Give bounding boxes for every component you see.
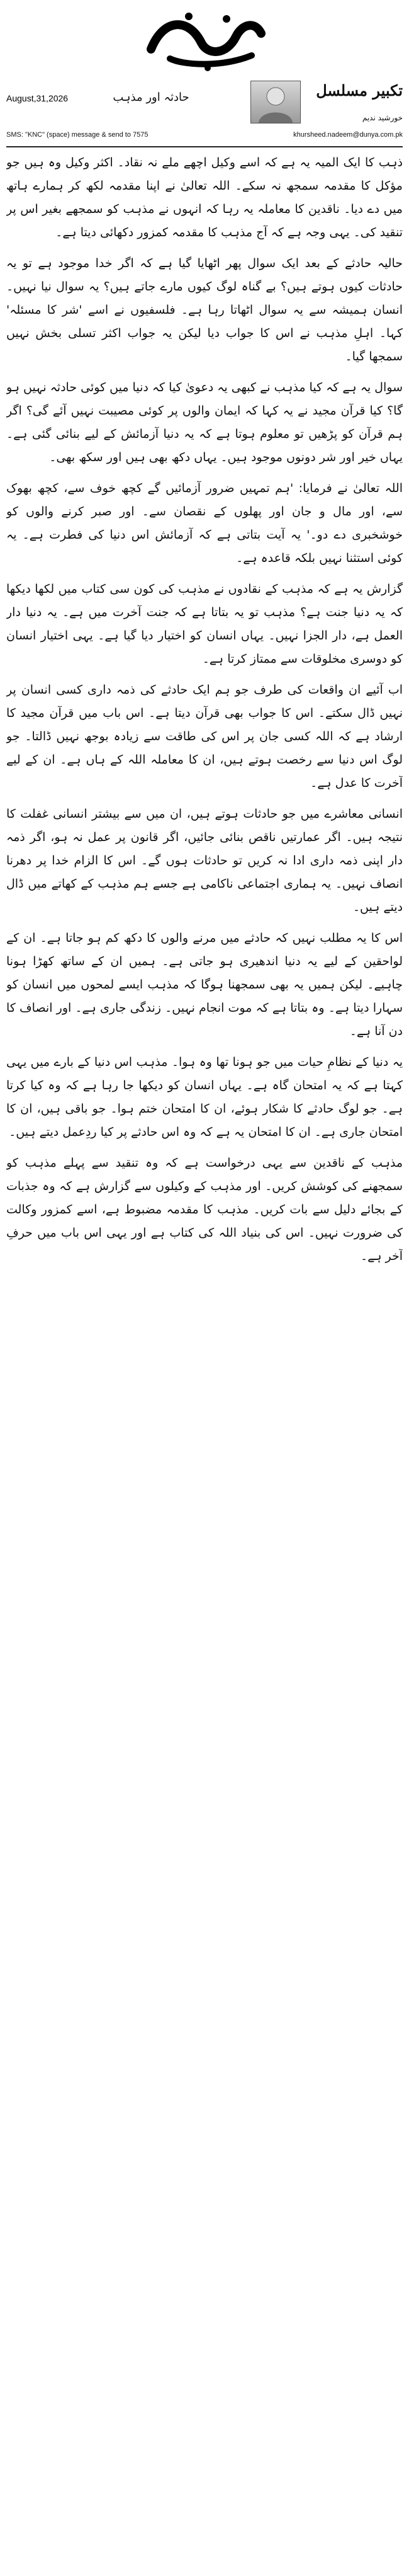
masthead (0, 0, 409, 126)
paragraph: مذہب کے ناقدین سے یہی درخواست ہے کہ وہ تنقید سے پہلے مذہب کو سمجھنے کی کوشش کریں۔ اور مذہب کے وکیلوں سے گزارش ہے کہ وہ جذبات کے بجائے دلیل سے بات کریں۔ مذہب کا مقدمہ مضبوط ہے، اسے کمزور وکالت کی ضرورت نہیں۔ اس کی بنیاد اللہ کی کتاب ہے اور یہی اس باب میں حرفِ آخر ہے۔ (6, 1156, 403, 1263)
paragraph: حالیہ حادثے کے بعد ایک سوال پھر اٹھایا گیا ہے کہ اگر خدا موجود ہے تو یہ حادثات کیوں ہوتے ہیں؟ بے گناہ لوگ کیوں مارے جاتے ہیں؟ یہ سوال نیا نہیں۔ انسان ہمیشہ سے یہ سوال اٹھاتا رہا ہے۔ فلسفیوں نے اسے 'شر کا مسئلہ' کہا۔ اہلِ مذہب نے اس کا جواب دیا لیکن یہ جواب اکثر تسلی بخش نہیں سمجھا گیا۔ (6, 256, 403, 364)
sms-line: SMS: "KNC" (space) message & send to 7575 (6, 131, 148, 139)
paragraph: گزارش یہ ہے کہ مذہب کے نقادوں نے مذہب کی کون سی کتاب میں لکھا دیکھا کہ یہ دنیا جنت ہے؟ مذہب تو یہ بتاتا ہے کہ جنت آخرت میں ہے۔ یہ دنیا دار العمل ہے، دار الجزا نہیں۔ یہاں انسان کو اختیار دیا گیا ہے۔ یہی اختیار انسان کو دوسری مخلوقات سے ممتاز کرتا ہے۔ (6, 582, 403, 666)
paragraph: اب آئیے ان واقعات کی طرف جو ہم ایک حادثے کی ذمہ داری کسی انسان پر نہیں ڈال سکتے۔ اس کا جواب بھی قرآن دیتا ہے۔ اس باب میں قرآن مجید کا ارشاد ہے کہ اللہ کسی جان پر اس کی طاقت سے زیادہ بوجھ نہیں ڈالتا۔ جو لوگ اس دنیا سے رخصت ہوتے ہیں، ان کا معاملہ اللہ کے ہاں ہے۔ ان کے لیے آخرت کا عدل ہے۔ (6, 683, 403, 790)
paragraph: اس کا یہ مطلب نہیں کہ حادثے میں مرنے والوں کا دکھ کم ہو جاتا ہے۔ ان کے لواحقین کے لیے یہ دنیا اندھیری ہو جاتی ہے۔ ہمیں ان کے ساتھ کھڑا ہونا چاہیے۔ لیکن ہمیں یہ بھی سمجھنا ہوگا کہ مذہب ایسے لمحوں میں انسان کو سہارا دیتا ہے۔ وہ بتاتا ہے کہ موت انجام نہیں۔ زندگی جاری ہے۔ اور انصاف کا دن آنا ہے۔ (6, 931, 403, 1038)
author-name: خورشید ندیم (362, 113, 403, 122)
divider (6, 146, 403, 147)
paragraph: اللہ تعالیٰ نے فرمایا: 'ہم تمہیں ضرور آزمائیں گے کچھ خوف سے، کچھ بھوک سے، اور مال و جان اور پھلوں کے نقصان سے۔ اور صبر کرنے والوں کو خوشخبری دے دو۔' یہ آیت بتاتی ہے کہ آزمائش اس دنیا کی فطرت ہے۔ یہ کوئی استثنا نہیں بلکہ قاعدہ ہے۔ (6, 481, 403, 565)
dunya-logo-mark (132, 5, 277, 74)
dunya-logo (132, 5, 277, 74)
column-title: حادثہ اور مذہب (113, 91, 189, 104)
author-email: khursheed.nadeem@dunya.com.pk (293, 131, 403, 139)
paragraph: سوال یہ ہے کہ کیا مذہب نے کبھی یہ دعویٰ کیا کہ دنیا میں کوئی حادثہ نہیں ہو گا؟ کیا قرآن مجید نے یہ کہا کہ ایمان والوں پر کوئی مصیبت نہیں آئے گی؟ اگر ہم قرآن کو پڑھیں تو معلوم ہوتا ہے کہ یہ دنیا آزمائش کے لیے بنائی گئی ہے۔ یہاں خیر اور شر دونوں موجود ہیں۔ یہاں دکھ بھی ہیں اور سکھ بھی۔ (6, 381, 403, 464)
publish-date: August,31,2026 (6, 93, 69, 103)
paragraph: ذہب کا ایک المیہ یہ ہے کہ اسے وکیل اچھے ملے نہ نقاد۔ اکثر وکیل وہ ہیں جو مؤکل کا مقدمہ سمجھ نہ سکے۔ اللہ تعالیٰ نے اپنا مقدمہ لکھ کر ہمارے ہاتھ میں دے دیا۔ ناقدین کا معاملہ یہ رہا کہ انہوں نے مذہب کو سمجھے بغیر اس پر تنقید کی۔ یہی وجہ ہے کہ آج مذہب کا مقدمہ کمزور دکھائی دیتا ہے۔ (6, 156, 403, 239)
paragraph: انسانی معاشرے میں جو حادثات ہوتے ہیں، ان میں سے بیشتر انسانی غفلت کا نتیجہ ہیں۔ اگر عمارتیں ناقص بنائی جائیں، اگر قانون پر عمل نہ ہو، اگر ذمہ دار اپنی ذمہ داری ادا نہ کریں تو حادثات ہوں گے۔ اس کا الزام خدا پر دھرنا انصاف نہیں۔ یہ ہماری اجتماعی ناکامی ہے جسے ہم مذہب کے کھاتے میں ڈال دیتے ہیں۔ (6, 807, 403, 914)
author-photo (250, 81, 301, 123)
article-body (6, 151, 403, 2564)
byline-row (0, 81, 409, 126)
paragraph: یہ دنیا کے نظامِ حیات میں جو ہونا تھا وہ ہوا۔ مذہب اس دنیا کے بارے میں یہی کہتا ہے کہ یہ امتحان گاہ ہے۔ یہاں انسان کو دیکھا جا رہا ہے کہ وہ کیا کرتا ہے۔ جو لوگ حادثے کا شکار ہوئے، ان کا امتحان ختم ہوا۔ جو باقی ہیں، ان کا امتحان جاری ہے۔ ان کا امتحان یہ ہے کہ وہ اس حادثے پر کیا ردِعمل دیتے ہیں۔ (6, 1055, 403, 1139)
contact-row (6, 131, 403, 144)
column-name: تکبیر مسلسل (316, 81, 403, 100)
